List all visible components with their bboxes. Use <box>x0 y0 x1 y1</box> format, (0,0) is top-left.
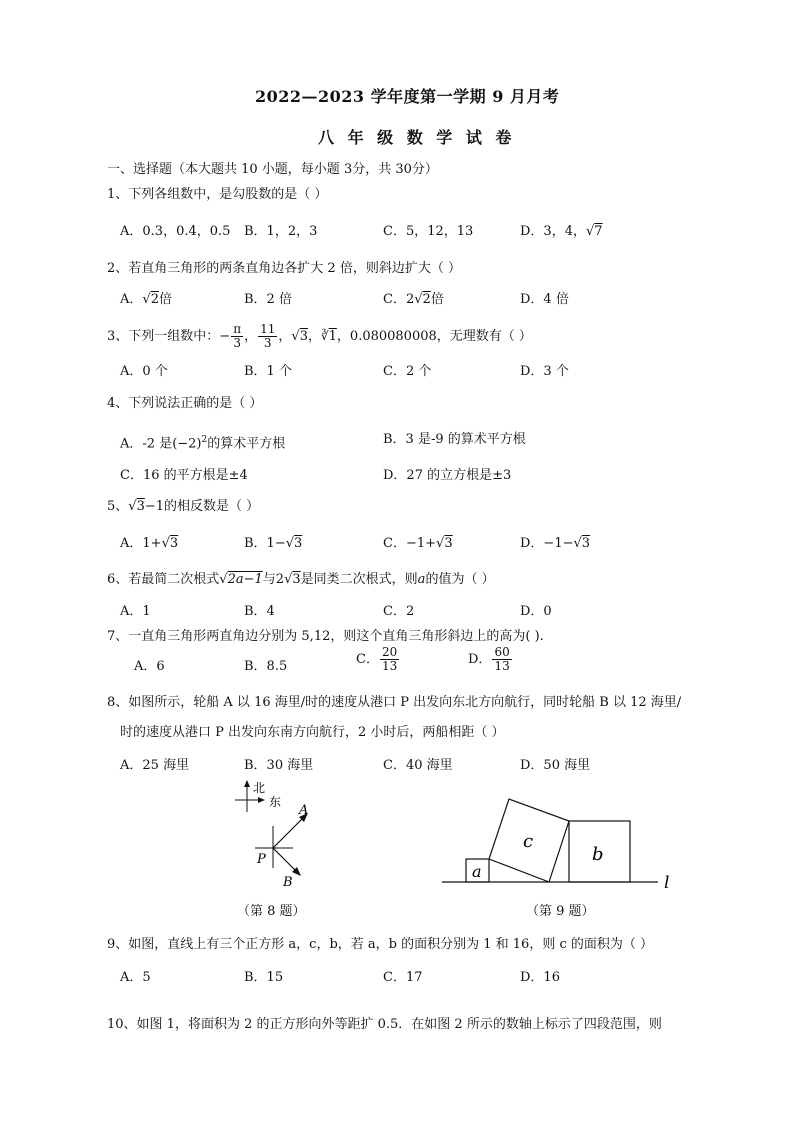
q9-option-b: B．15 <box>244 970 284 985</box>
numerator: 20 <box>381 645 398 659</box>
q4-option-d: D．27 的立方根是±3 <box>383 468 512 483</box>
question-6 <box>107 572 495 588</box>
option-text: C． <box>383 292 406 307</box>
option-text: A． <box>120 292 143 307</box>
option-text: C．−1+ <box>383 536 437 551</box>
q9-option-a: A．5 <box>120 970 151 985</box>
q1-option-a: A．0.3，0.4，0.5 <box>120 224 231 239</box>
option-text: A．-2 是 <box>120 436 173 452</box>
question-5 <box>107 499 259 515</box>
question-stem: 如图 1，将面积为 2 的正方形向外等距扩 0.5．在如图 2 所示的数轴上标示了四段范围，则 <box>136 1017 662 1032</box>
q7-option-d <box>468 646 513 673</box>
question-stem: 如图所示，轮船 A 以 16 海里/时的速度从港口 P 出发向东北方向航行，同时轮船 B 以 12 海里/ <box>128 695 682 710</box>
figure-9-caption: （第 9 题） <box>526 904 595 919</box>
section-heading: 一、选择题（本大题共 10 小题，每小题 3分，共 30分） <box>107 162 438 177</box>
numerator: π <box>233 322 242 336</box>
question-stem: 若直角三角形的两条直角边各扩大 2 倍，则斜边扩大（ ） <box>128 261 461 276</box>
denominator: 13 <box>381 659 398 673</box>
fraction-11-over-3 <box>258 323 277 350</box>
north-label: 北 <box>253 781 266 795</box>
question-8-line-1 <box>107 695 681 711</box>
sqrt-symbol: √ <box>142 292 151 307</box>
radicand: 1 <box>328 329 337 344</box>
denominator: 3 <box>233 336 241 350</box>
option-text: D．3，4， <box>520 224 586 239</box>
q2-option-a <box>120 292 172 308</box>
sqrt-symbol: √ <box>291 329 300 344</box>
exam-subtitle: 八 年 级 数 学 试 卷 <box>318 128 516 147</box>
coefficient: 2 <box>405 292 415 307</box>
q9-option-d: D．16 <box>520 970 560 985</box>
q8-option-c: C．40 海里 <box>383 758 453 773</box>
sqrt-symbol: √ <box>414 292 423 307</box>
q3-option-a: A．0 个 <box>120 364 168 379</box>
line-l-label: l <box>664 873 670 892</box>
fraction-20-over-13 <box>380 646 399 673</box>
radicand: 3 <box>136 499 145 514</box>
sqrt-symbol: √ <box>285 536 295 551</box>
numerator: 60 <box>494 645 510 659</box>
cbrt-symbol: ∛ <box>320 329 329 343</box>
q6-option-c: C．2 <box>383 604 415 619</box>
question-3: 3、下列一组数中：− $\frac{\pi}{3}$ ， $\frac{11}{3}$ ，√3，∛1，0.080080008，无理数有（ ） <box>107 322 532 350</box>
question-stem: 下列说法正确的是（ ） <box>128 396 263 411</box>
radicand: 3 <box>444 536 453 551</box>
q7-option-a: A．6 <box>134 659 165 674</box>
square-a-label: a <box>472 862 482 881</box>
sqrt-symbol: √ <box>161 536 170 551</box>
q8-option-a: A．25 海里 <box>120 758 190 773</box>
q2-option-b: B．2 倍 <box>244 292 292 307</box>
coefficient: 2 <box>275 572 285 587</box>
sqrt-symbol: √ <box>573 536 582 551</box>
q6-option-d: D．0 <box>520 604 552 619</box>
denominator: 13 <box>494 659 510 673</box>
radicand: 2a−1 <box>227 572 263 587</box>
question-7 <box>107 629 544 645</box>
stem-mid: 与 <box>262 572 276 587</box>
fraction-pi-over-3 <box>231 323 243 350</box>
q8-option-d: D．50 海里 <box>520 758 591 773</box>
q7-option-b: B．8.5 <box>244 659 288 674</box>
q7-option-c <box>356 646 400 673</box>
question-stem: 如图，直线上有三个正方形 a，c，b，若 a，b 的面积分别为 1 和 16，则 c 的面积为（ ） <box>128 937 653 952</box>
question-number: 1、 <box>107 187 129 202</box>
option-text: 倍 <box>430 292 444 307</box>
q2-option-d: D．4 倍 <box>520 292 569 307</box>
question-8-line-2: 时的速度从港口 P 出发向东南方向航行，2 小时后，两船相距（ ） <box>120 725 505 740</box>
option-text: D． <box>468 652 492 667</box>
question-2 <box>107 261 461 277</box>
sqrt-symbol: √ <box>284 572 293 587</box>
question-number: 8、 <box>107 695 129 710</box>
question-number: 9、 <box>107 937 129 952</box>
variable-a: a <box>417 572 426 587</box>
radicand: 3 <box>294 536 303 551</box>
square-b-label: b <box>592 844 604 865</box>
q6-option-a: A．1 <box>120 604 151 619</box>
q1-option-b: B．1，2，3 <box>244 224 318 239</box>
option-text: B．1− <box>244 536 286 551</box>
radicand: 3 <box>299 329 308 344</box>
exponent: 2 <box>201 435 208 445</box>
question-number: 4、 <box>107 396 129 411</box>
sqrt-symbol: √ <box>219 572 228 587</box>
point-p-label: P <box>257 852 266 867</box>
figure-8-diagram <box>225 778 335 898</box>
sqrt-symbol: √ <box>585 224 595 239</box>
point-a-label: A <box>299 803 309 818</box>
question-number: 10、 <box>107 1017 137 1032</box>
q1-option-d <box>520 224 603 240</box>
stem-prefix: 下列一组数中：− <box>128 329 231 344</box>
q4-option-c: C．16 的平方根是±4 <box>120 468 248 483</box>
q1-option-c: C．5，12，13 <box>383 224 474 239</box>
q4-option-b: B．3 是-9 的算术平方根 <box>383 432 526 447</box>
radicand: 2 <box>150 292 159 307</box>
stem-suffix: ，0.080080008，无理数有（ ） <box>336 329 532 344</box>
option-text: 倍 <box>158 292 172 307</box>
question-stem: −1的相反数是（ ） <box>144 499 260 514</box>
radicand: 3 <box>169 536 179 551</box>
exam-title: 2022—2023 学年度第一学期 9 月月考 <box>255 87 560 106</box>
q2-option-c <box>383 292 444 308</box>
figure-8-caption: （第 8 题） <box>237 904 306 919</box>
east-label: 东 <box>269 795 282 809</box>
q4-option-a <box>120 432 285 452</box>
radicand: 3 <box>292 572 301 587</box>
option-text: 的算术平方根 <box>207 436 286 452</box>
stem-prefix: 若最简二次根式 <box>128 572 220 587</box>
question-number: 2、 <box>107 261 129 276</box>
radicand: 3 <box>581 536 591 551</box>
radicand: 7 <box>594 224 603 239</box>
figure-9-diagram <box>436 790 686 892</box>
question-number: 5、 <box>107 499 129 514</box>
question-number: 6、 <box>107 572 129 587</box>
denominator: 3 <box>263 336 272 350</box>
q6-option-b: B．4 <box>244 604 275 619</box>
square-c-label: c <box>523 831 534 852</box>
question-4 <box>107 396 262 412</box>
fraction-60-over-13 <box>492 646 511 673</box>
question-1 <box>107 187 327 203</box>
q9-option-c: C．17 <box>383 970 423 985</box>
sqrt-symbol: √ <box>436 536 445 551</box>
stem-suffix: 是同类二次根式，则 <box>300 572 418 587</box>
power-base: (−2) <box>172 436 202 452</box>
stem-suffix: 的值为（ ） <box>425 572 495 587</box>
q5-option-b <box>244 536 302 552</box>
question-number: 7、 <box>107 629 129 644</box>
option-text: A．1+ <box>120 536 162 551</box>
option-text: D．−1− <box>520 536 574 551</box>
q5-option-d <box>520 536 590 552</box>
numerator: 11 <box>260 322 276 336</box>
q3-option-d: D．3 个 <box>520 364 569 379</box>
q3-option-b: B．1 个 <box>244 364 292 379</box>
radicand: 2 <box>422 292 431 307</box>
q3-option-c: C．2 个 <box>383 364 432 379</box>
q5-option-a <box>120 536 178 552</box>
point-b-label: B <box>283 875 293 890</box>
q8-option-b: B．30 海里 <box>244 758 314 773</box>
sqrt-symbol: √ <box>128 499 137 514</box>
question-10 <box>107 1017 662 1033</box>
question-stem: 一直角三角形两直角边分别为 5,12，则这个直角三角形斜边上的高为( ). <box>128 629 544 644</box>
question-9 <box>107 937 653 953</box>
question-number: 3、 <box>107 329 129 344</box>
option-text: C． <box>356 652 379 667</box>
question-stem: 下列各组数中，是勾股数的是（ ） <box>128 187 328 202</box>
q5-option-c <box>383 536 453 552</box>
